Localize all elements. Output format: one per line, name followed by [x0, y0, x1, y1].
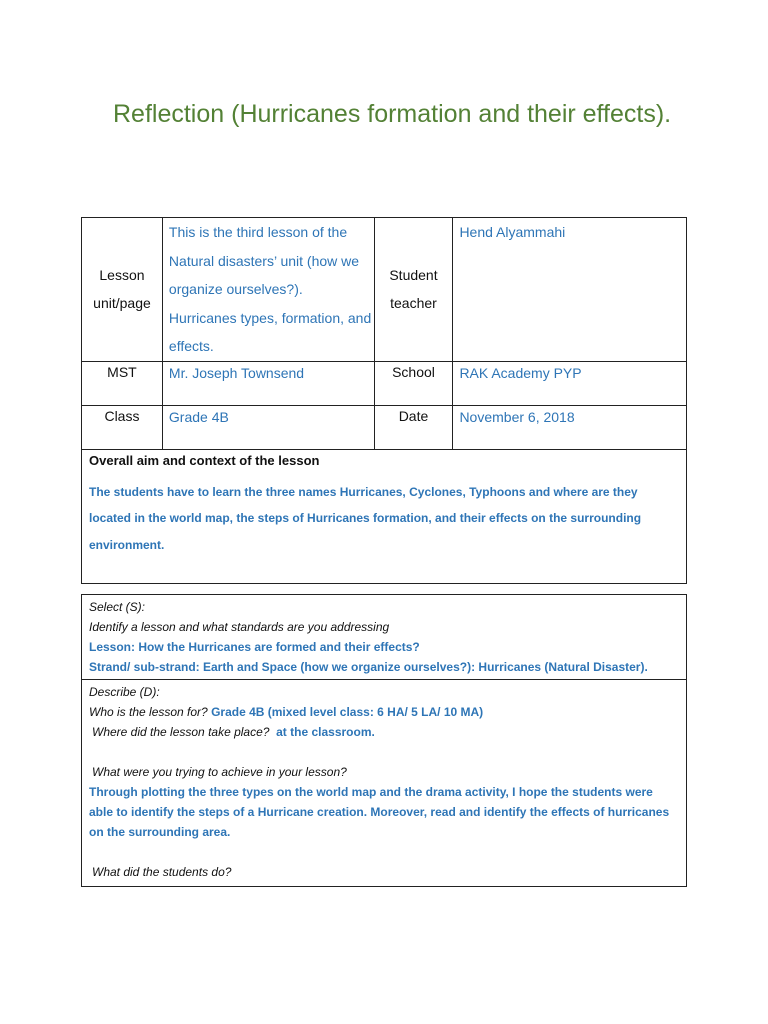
- aim-cell: [82, 449, 687, 583]
- reflection-table: [81, 594, 687, 887]
- lesson-unit-value: This is the third lesson of the Natural disasters’ unit (how we organize ourselves?). Hurricanes types, formation, and effects.: [162, 218, 374, 362]
- student-teacher-value: Hend Alyammahi: [453, 218, 687, 362]
- describe-a3: Through plotting the three types on the world map and the drama activity, I hope the students were able to identify the steps of a Hurricane creation. Moreover, read and identify the effects of hurricanes on the surrounding area.: [89, 785, 670, 839]
- school-value: RAK Academy PYP: [453, 361, 687, 405]
- date-value: November 6, 2018: [453, 405, 687, 449]
- describe-a1: Grade 4B (mixed level class: 6 HA/ 5 LA/ 10 MA): [211, 705, 484, 719]
- class-label: Class: [82, 405, 163, 449]
- select-prompt: Identify a lesson and what standards are you addressing: [89, 620, 390, 634]
- mst-label: MST: [82, 361, 163, 405]
- describe-q1: Who is the lesson for?: [89, 705, 208, 719]
- describe-a2: at the classroom.: [276, 725, 375, 739]
- select-lesson: Lesson: How the Hurricanes are formed and their effects?: [89, 640, 420, 654]
- describe-q1-row: [89, 702, 679, 722]
- school-label: School: [374, 361, 453, 405]
- describe-q2-row: [89, 722, 679, 742]
- describe-q3: What were you trying to achieve in your lesson?: [92, 765, 347, 779]
- describe-cell: [82, 680, 687, 887]
- aim-heading: Overall aim and context of the lesson: [89, 452, 320, 468]
- describe-q2: Where did the lesson take place?: [92, 725, 270, 739]
- page-title: Reflection (Hurricanes formation and their effects).: [113, 100, 672, 128]
- date-label: Date: [374, 405, 453, 449]
- describe-q4: What did the students do?: [92, 865, 232, 879]
- mst-value: Mr. Joseph Townsend: [162, 361, 374, 405]
- class-value: Grade 4B: [162, 405, 374, 449]
- student-teacher-label: Student teacher: [374, 218, 453, 362]
- select-heading: Select (S):: [89, 600, 146, 614]
- select-cell: [82, 595, 687, 680]
- aim-body: The students have to learn the three names Hurricanes, Cyclones, Typhoons and where are they located in the world map, the steps of Hurricanes formation, and their effects on the surrounding environment.: [89, 484, 642, 552]
- lesson-unit-label: Lesson unit/page: [82, 218, 163, 362]
- describe-heading: Describe (D):: [89, 685, 160, 699]
- select-strand: Strand/ sub-strand: Earth and Space (how we organize ourselves?): Hurricanes (Natural Disaster).: [89, 660, 648, 674]
- lesson-info-table: [81, 217, 687, 584]
